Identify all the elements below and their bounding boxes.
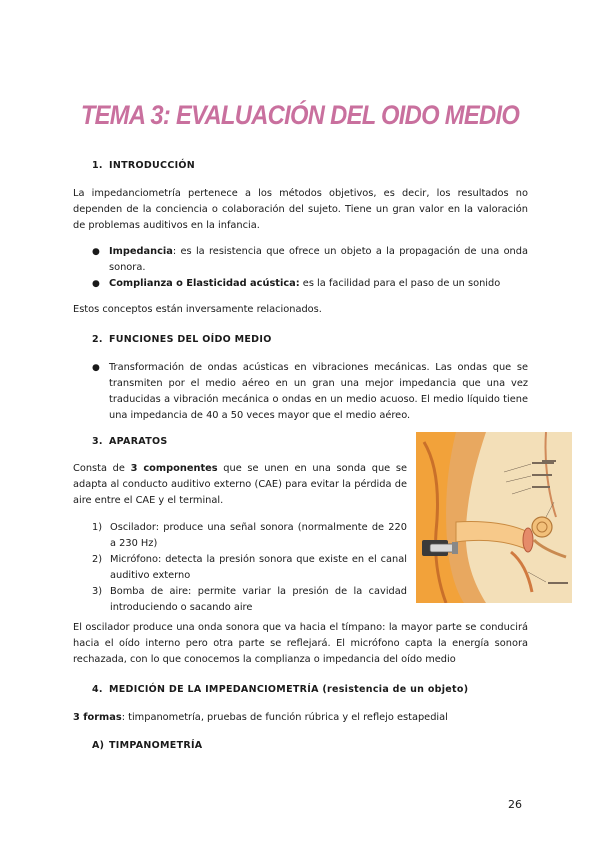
section-heading-medicion: 4. MEDICIÓN DE LA IMPEDANCIOMETRÍA (resistencia de un objeto) bbox=[92, 684, 469, 695]
section-heading-introduccion: 1. INTRODUCCIÓN bbox=[92, 160, 196, 171]
section-heading-aparatos: 3. APARATOS bbox=[92, 436, 168, 447]
bullet-complianza: ● Complianza o Elasticidad acústica: es la facilidad para el paso de un sonido bbox=[92, 276, 528, 292]
bullet-dot: ● bbox=[92, 247, 100, 257]
aparatos-paragraph: Consta de 3 componentes que se unen en una sonda que se adapta al conducto auditivo externo (CAE) para evitar la pérdida de aire entre el CAE y el terminal. bbox=[73, 463, 407, 506]
subsection-heading-timpanometria: A) TIMPANOMETRÍA bbox=[92, 740, 203, 751]
oscilador-explanation: El oscilador produce una onda sonora que va hacia el tímpano: la mayor parte se conducirá hacia el oído interno pero otra parte se reflejará. El micrófono capta la energía sonora rechazada, con lo que conocemos la complianza o impedancia del oído medio bbox=[73, 622, 528, 665]
list-item-microfono: 2) Micrófono: detecta la presión sonora que existe en el canal auditivo externo bbox=[92, 554, 407, 581]
list-item-oscilador: 1) Oscilador: produce una señal sonora (normalmente de 220 a 230 Hz) bbox=[92, 522, 407, 549]
page-title: TEMA 3: EVALUACIÓN DEL OIDO MEDIO bbox=[80, 100, 520, 130]
intro-paragraph: La impedanciometría pertenece a los métodos objetivos, es decir, los resultados no dependen de la conciencia o colaboración del sujeto. Tiene un gran valor en la valoración de problemas auditivos en la infancia. bbox=[73, 188, 528, 231]
formas-paragraph: 3 formas: timpanometría, pruebas de función rúbrica y el reflejo estapedial bbox=[73, 712, 448, 723]
ear-anatomy-illustration bbox=[416, 432, 572, 603]
relation-paragraph: Estos conceptos están inversamente relacionados. bbox=[73, 304, 322, 315]
list-item-bomba: 3) Bomba de aire: permite variar la presión de la cavidad introduciendo o sacando aire bbox=[92, 586, 407, 613]
ear-anatomy-drawing bbox=[416, 432, 572, 603]
section-heading-funciones: 2. FUNCIONES DEL OÍDO MEDIO bbox=[92, 334, 272, 345]
bullet-impedancia: ● Impedancia: es la resistencia que ofrece un objeto a la propagación de una onda sonora. bbox=[92, 246, 528, 273]
bullet-dot: ● bbox=[92, 363, 100, 373]
bullet-dot: ● bbox=[92, 279, 100, 289]
page-number: 26 bbox=[508, 798, 522, 811]
bullet-transformacion: ● Transformación de ondas acústicas en vibraciones mecánicas. Las ondas que se transmiten por el medio aéreo en un gran una mejor impedancia que una vez traducidas a vibración mecánica o ondas en un medio acuoso. El medio líquido tiene una impedancia de 40 a 50 veces mayor que el medio aéreo. bbox=[92, 362, 528, 421]
